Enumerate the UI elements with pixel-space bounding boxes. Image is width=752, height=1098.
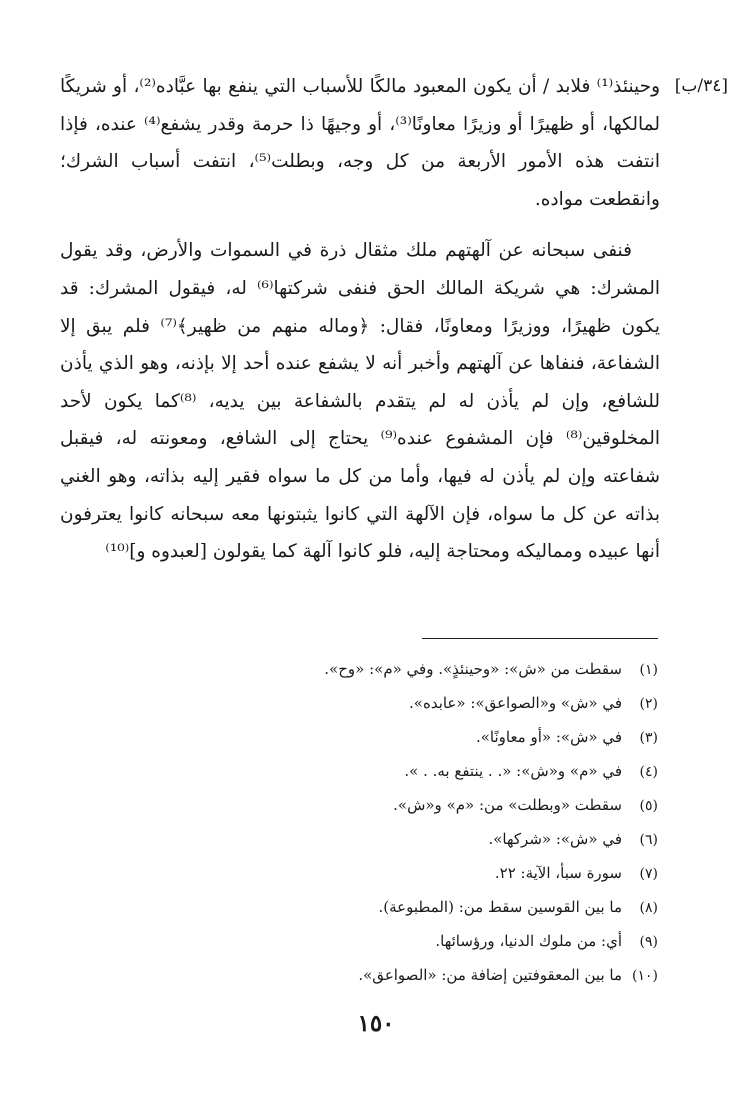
footnote-divider: [422, 638, 658, 639]
footnote-text: في «ش» و«الصواعق»: «عابده».: [409, 694, 622, 712]
footnote-text: ما بين المعقوفتين إضافة من: «الصواعق».: [358, 966, 622, 984]
page-number: ١٥٠: [357, 1010, 395, 1037]
footnote-text: في «ش»: «شركها».: [488, 830, 622, 848]
footnote-item: [98, 720, 658, 754]
footnote-number: (٧): [639, 866, 658, 882]
footnote-number: (١): [639, 662, 658, 678]
paragraph-1: وحينئذ⁽¹⁾ فلابد / أن يكون المعبود مالكًا للأسباب التي ينفع بها عبَّاده⁽²⁾، أو شريكًا لمالكها، أو ظهيرًا أو وزيرًا معاونًا⁽³⁾، أو وجيهًا ذا حرمة وقدر يشفع⁽⁴⁾ عنده، فإذا انتفت هذه الأمور الأربعة من كل وجه، وبطلت⁽⁵⁾، انتفت أسباب الشرك؛ وانقطعت مواده.: [60, 76, 660, 210]
footnote-item: [98, 652, 658, 686]
footnote-item: [98, 788, 658, 822]
footnote-number: (٢): [639, 696, 658, 712]
footnote-text: سقطت «وبطلت» من: «م» و«ش».: [393, 796, 622, 814]
footnote-number: (٣): [639, 730, 658, 746]
footnote-number: (٩): [639, 934, 658, 950]
footnote-text: سورة سبأ، الآية: ٢٢.: [494, 864, 622, 882]
footnote-item: [98, 754, 658, 788]
footnote-item: [98, 686, 658, 720]
footnote-item: [98, 890, 658, 924]
footnote-item: [98, 856, 658, 890]
footnote-number: (٤): [639, 764, 658, 780]
main-text: [60, 68, 660, 571]
footnote-number: (٦): [639, 832, 658, 848]
footnote-number: (٥): [639, 798, 658, 814]
manuscript-folio-reference: [٣٤/ب]: [674, 76, 728, 96]
footnote-item: [98, 822, 658, 856]
footnote-text: في «م» و«ش»: «. . ينتفع به. . ».: [404, 762, 622, 780]
footnotes-list: [98, 652, 658, 992]
paragraph-2: فنفى سبحانه عن آلهتهم ملك مثقال ذرة في السموات والأرض، وقد يقول المشرك: هي شريكة المالك الحق فنفى شركتها⁽⁶⁾ له، فيقول المشرك: قد يكون ظهيرًا، ووزيرًا ومعاونًا، فقال: ﴿وماله منهم من ظهير﴾⁽⁷⁾ فلم يبق إلا الشفاعة، فنفاها عن آلهتهم وأخبر أنه لا يشفع عنده أحد إلا بإذنه، وهو الذي يأذن للشافع، وإن لم يأذن له لم يتقدم بالشفاعة بين يديه، ⁽⁸⁾كما يكون لأحد المخلوقين⁽⁸⁾ فإن المشفوع عنده⁽⁹⁾ يحتاج إلى الشافع، ومعونته له، فيقبل شفاعته وإن لم يأذن له فيها، وأما من كل ما سواه فقير إليه بذاته، وهو الغني بذاته عن كل ما سواه، فإن الآلهة التي كانوا يثبتونها معه سبحانه كانوا يعترفون أنها عبيده ومماليكه ومحتاجة إليه، فلو كانوا آلهة كما يقولون [لعبدوه و]⁽¹⁰⁾: [60, 240, 660, 563]
footnote-text: أي: من ملوك الدنيا، ورؤسائها.: [435, 932, 622, 950]
footnote-text: ما بين القوسين سقط من: (المطبوعة).: [378, 898, 622, 916]
footnote-item: [98, 924, 658, 958]
footnote-item: [98, 958, 658, 992]
footnote-number: (٨): [639, 900, 658, 916]
footnote-number: (١٠): [632, 968, 658, 984]
footnote-text: سقطت من «ش»: «وحينئذٍ». وفي «م»: «وح».: [324, 660, 622, 678]
footnote-text: في «ش»: «أو معاونًا».: [475, 728, 622, 746]
